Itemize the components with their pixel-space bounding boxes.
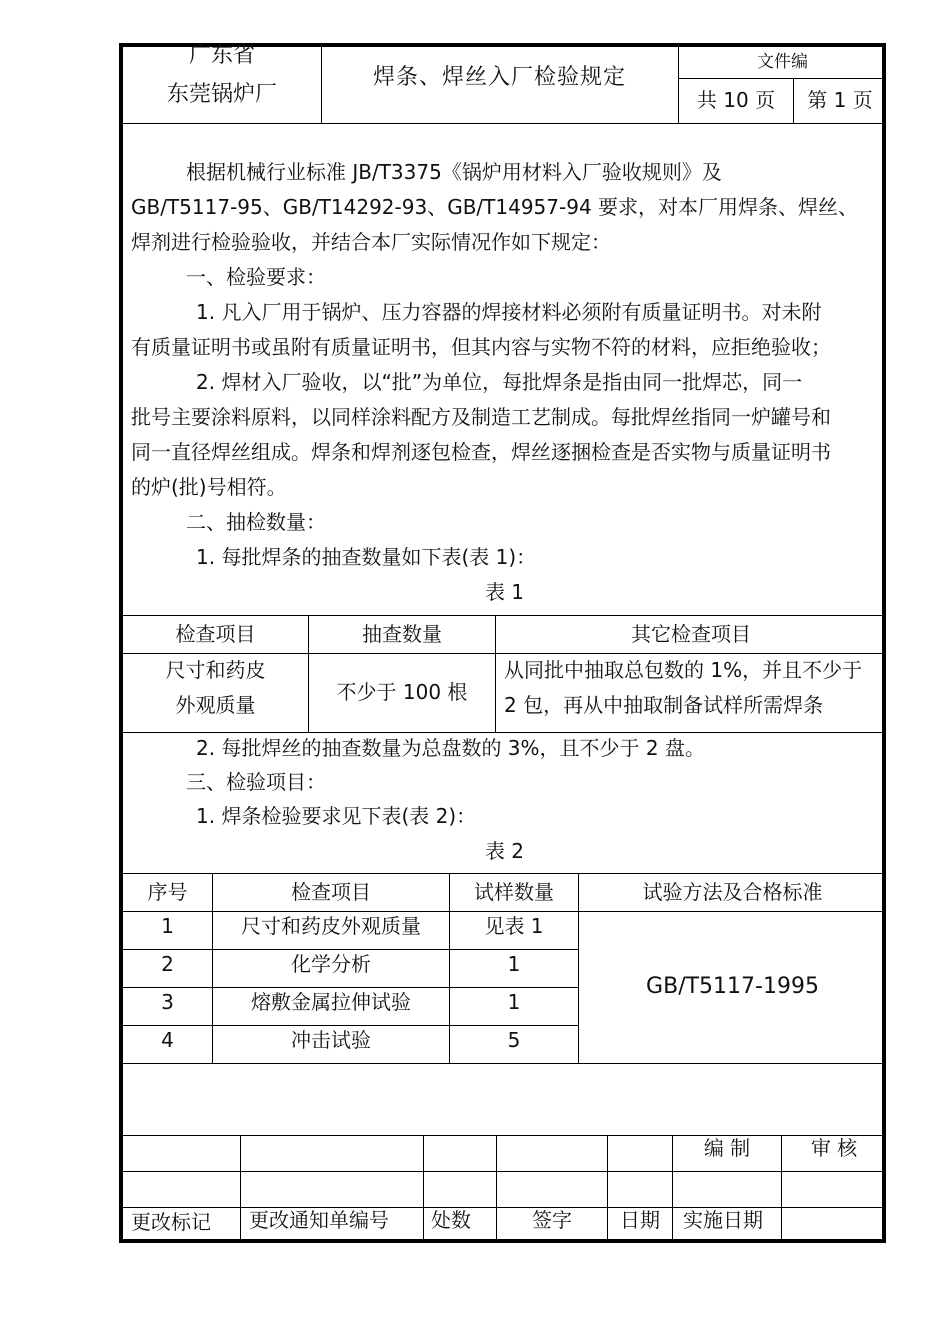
review-label: 审 核 (810, 1136, 858, 1160)
clause-2-2: 2. 每批焊丝的抽查数量为总盘数的 3%，且不少于 2 盘。 (196, 736, 705, 760)
table-2-header-item: 检查项目 (291, 880, 371, 904)
effective-date-label: 实施日期 (683, 1208, 763, 1232)
table-2-row-2-qty: 1 (507, 952, 521, 976)
signature-label: 签字 (532, 1208, 572, 1232)
table-1-item-line-1: 尺寸和药皮 (165, 658, 266, 682)
table-2-header-qty: 试样数量 (474, 880, 554, 904)
table-2-row-1-no: 1 (161, 914, 174, 938)
intro-line-1: 根据机械行业标准 JB/T3375《锅炉用材料入厂验收规则》及 (186, 160, 722, 184)
clause-1-1-line-1: 1. 凡入厂用于锅炉、压力容器的焊接材料必须附有质量证明书。对未附 (196, 300, 822, 324)
section-1-heading: 一、检验要求： (186, 265, 326, 289)
clause-3-1: 1. 焊条检验要求见下表(表 2)： (196, 804, 477, 828)
clause-1-1-line-2: 有质量证明书或虽附有质量证明书，但其内容与实物不符的材料，应拒绝验收； (131, 335, 831, 359)
clause-1-2-line-2: 批号主要涂料原料，以同样涂料配方及制造工艺制成。每批焊丝指同一炉罐号和 (131, 405, 831, 429)
org-line-2: 东莞锅炉厂 (166, 82, 277, 107)
table-2-row-4-item: 冲击试验 (291, 1028, 371, 1052)
total-pages: 共 10 页 (696, 88, 776, 112)
page-title: 焊条、焊丝入厂检验规定 (372, 65, 626, 90)
table-2-row-1-qty: 见表 1 (484, 914, 544, 938)
count-label: 处数 (431, 1208, 471, 1232)
intro-line-3: 焊剂进行检验验收，并结合本厂实际情况作如下规定： (131, 230, 611, 254)
intro-line-2: GB/T5117-95、GB/T14292-93、GB/T14957-94 要求，对本厂用焊条、焊丝、 (131, 195, 859, 219)
table-2-row-3-qty: 1 (507, 990, 521, 1014)
table-2-row-4-no: 4 (161, 1028, 174, 1052)
table-1-item-line-2: 外观质量 (175, 693, 256, 717)
table-2-row-2-no: 2 (161, 952, 174, 976)
table-1-header-item: 检查项目 (175, 622, 256, 646)
clause-1-2-line-1: 2. 焊材入厂验收，以“批”为单位，每批焊条是指由同一批焊芯，同一 (196, 370, 803, 394)
table-2-row-3-item: 熔敷金属拉伸试验 (251, 990, 411, 1014)
doc-number-label: 文件编 (757, 52, 808, 72)
table-2-row-2-item: 化学分析 (291, 952, 371, 976)
table-2-caption: 表 2 (484, 839, 525, 863)
table-2-row-4-qty: 5 (507, 1028, 521, 1052)
clause-1-2-line-3: 同一直径焊丝组成。焊条和焊剂逐包检查，焊丝逐捆检查是否实物与质量证明书 (131, 440, 831, 464)
table-1-header-other: 其它检查项目 (631, 622, 751, 646)
table-2-standard: GB/T5117-1995 (646, 974, 819, 999)
table-2-row-1-item: 尺寸和药皮外观质量 (241, 914, 421, 938)
clause-2-1: 1. 每批焊条的抽查数量如下表(表 1)： (196, 545, 537, 569)
compile-label: 编 制 (703, 1136, 751, 1160)
section-2-heading: 二、抽检数量： (186, 510, 326, 534)
table-1-qty: 不少于 100 根 (336, 680, 468, 704)
table-2-header-no: 序号 (147, 880, 188, 904)
table-2-row-3-no: 3 (161, 990, 174, 1014)
table-2-header-standard: 试验方法及合格标准 (642, 880, 823, 904)
section-3-heading: 三、检验项目： (186, 770, 326, 794)
clause-1-2-line-4: 的炉(批)号相符。 (131, 475, 287, 499)
revision-mark-label: 更改标记 (131, 1210, 211, 1234)
document-page (119, 43, 886, 1243)
date-label: 日期 (620, 1208, 660, 1232)
page-number: 第 1 页 (807, 88, 873, 112)
org-line-1: 广东省 (188, 43, 255, 68)
table-1-other-line-1: 从同批中抽取总包数的 1%，并且不少于 (504, 658, 863, 682)
change-notice-number-label: 更改通知单编号 (249, 1208, 389, 1232)
table-1-header-qty: 抽查数量 (362, 622, 442, 646)
table-1-other-line-2: 2 包，再从中抽取制备试样所需焊条 (504, 693, 824, 717)
table-1-caption: 表 1 (484, 580, 525, 604)
